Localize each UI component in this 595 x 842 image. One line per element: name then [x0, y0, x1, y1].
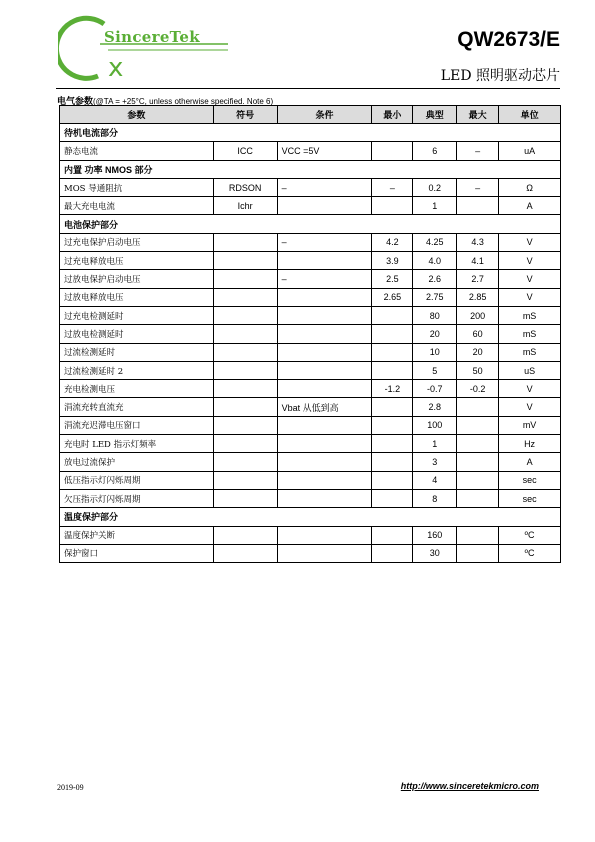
cell-max: [457, 471, 499, 489]
cell-symbol: [213, 526, 277, 544]
cell-symbol: [213, 288, 277, 306]
cell-symbol: [213, 325, 277, 343]
cell-condition: –: [277, 270, 372, 288]
cell-param: 低压指示灯闪烁周期: [60, 471, 214, 489]
cell-typ: 1: [413, 197, 457, 215]
cell-condition: [277, 453, 372, 471]
cell-condition: [277, 526, 372, 544]
cell-param: 温度保护关断: [60, 526, 214, 544]
cell-param: 过放电检测延时: [60, 325, 214, 343]
table-row: [60, 197, 561, 215]
cell-unit: V: [499, 380, 561, 398]
cell-symbol: RDSON: [213, 178, 277, 196]
cell-unit: ºC: [499, 526, 561, 544]
cell-min: [372, 343, 413, 361]
cell-condition: [277, 544, 372, 562]
cell-typ: 80: [413, 306, 457, 324]
section-title: 待机电流部分: [60, 124, 561, 142]
cell-typ: 4.25: [413, 233, 457, 251]
section-title: 内置 功率 NMOS 部分: [60, 160, 561, 178]
cell-max: 4.1: [457, 252, 499, 270]
cell-typ: 100: [413, 416, 457, 434]
cell-typ: 5: [413, 361, 457, 379]
section-row: [60, 215, 561, 233]
cell-max: 4.3: [457, 233, 499, 251]
cell-condition: VCC =5V: [277, 142, 372, 160]
cell-typ: 160: [413, 526, 457, 544]
cell-condition: –: [277, 233, 372, 251]
cell-min: [372, 526, 413, 544]
table-row: [60, 489, 561, 507]
cell-typ: 8: [413, 489, 457, 507]
cell-typ: 30: [413, 544, 457, 562]
cell-min: -1.2: [372, 380, 413, 398]
cell-min: [372, 435, 413, 453]
cell-unit: Hz: [499, 435, 561, 453]
cell-condition: [277, 471, 372, 489]
cell-param: 过放电释放电压: [60, 288, 214, 306]
header-param: 参数: [60, 106, 214, 124]
cell-max: -0.2: [457, 380, 499, 398]
cell-param: 过充电保护启动电压: [60, 233, 214, 251]
cell-unit: ºC: [499, 544, 561, 562]
cell-unit: A: [499, 197, 561, 215]
cell-symbol: [213, 380, 277, 398]
cell-typ: -0.7: [413, 380, 457, 398]
cell-min: [372, 361, 413, 379]
cell-param: 最大充电电流: [60, 197, 214, 215]
caption-label: 电气参数: [57, 96, 94, 106]
cell-min: [372, 453, 413, 471]
cell-typ: 4.0: [413, 252, 457, 270]
cell-condition: [277, 343, 372, 361]
cell-min: [372, 197, 413, 215]
cell-condition: [277, 361, 372, 379]
cell-unit: V: [499, 270, 561, 288]
cell-min: [372, 471, 413, 489]
cell-min: [372, 325, 413, 343]
table-row: [60, 325, 561, 343]
cell-param: 静态电流: [60, 142, 214, 160]
footer-date: 2019-09: [57, 783, 84, 792]
cell-condition: [277, 416, 372, 434]
cell-typ: 0.2: [413, 178, 457, 196]
cell-min: 4.2: [372, 233, 413, 251]
cell-typ: 6: [413, 142, 457, 160]
table-row: [60, 306, 561, 324]
cell-param: 放电过流保护: [60, 453, 214, 471]
cell-symbol: [213, 453, 277, 471]
cell-unit: A: [499, 453, 561, 471]
caption-condition: (@TA = +25°C, unless otherwise specified. Note 6): [93, 97, 274, 106]
cell-unit: V: [499, 233, 561, 251]
cell-condition: Vbat 从低到高: [277, 398, 372, 416]
cell-unit: mS: [499, 343, 561, 361]
header-unit: 单位: [499, 106, 561, 124]
cell-min: [372, 142, 413, 160]
cell-param: 过充电释放电压: [60, 252, 214, 270]
header-condition: 条件: [277, 106, 372, 124]
cell-min: [372, 544, 413, 562]
table-row: [60, 252, 561, 270]
footer-website-link[interactable]: http://www.sinceretekmicro.com: [400, 781, 539, 791]
cell-min: –: [372, 178, 413, 196]
cell-symbol: [213, 398, 277, 416]
cell-symbol: [213, 416, 277, 434]
company-logo: [58, 14, 228, 86]
cell-unit: V: [499, 398, 561, 416]
header-rule: [56, 88, 560, 89]
table-row: [60, 526, 561, 544]
table-row: [60, 453, 561, 471]
cell-max: [457, 435, 499, 453]
section-row: [60, 160, 561, 178]
cell-unit: V: [499, 252, 561, 270]
cell-unit: sec: [499, 489, 561, 507]
cell-symbol: [213, 306, 277, 324]
cell-unit: uS: [499, 361, 561, 379]
cell-typ: 10: [413, 343, 457, 361]
cell-param: 充电时 LED 指示灯频率: [60, 435, 214, 453]
table-row: [60, 233, 561, 251]
cell-max: 2.7: [457, 270, 499, 288]
cell-param: 涓流充转直流充: [60, 398, 214, 416]
svg-text:x: x: [108, 53, 124, 83]
cell-param: 过放电保护启动电压: [60, 270, 214, 288]
table-row: [60, 380, 561, 398]
cell-typ: 2.8: [413, 398, 457, 416]
cell-condition: [277, 380, 372, 398]
table-row: [60, 471, 561, 489]
cell-typ: 1: [413, 435, 457, 453]
electrical-spec-table: [59, 105, 561, 563]
cell-symbol: [213, 233, 277, 251]
cell-min: [372, 398, 413, 416]
cell-unit: mS: [499, 325, 561, 343]
cell-max: 60: [457, 325, 499, 343]
cell-unit: Ω: [499, 178, 561, 196]
section-row: [60, 124, 561, 142]
logo-mark-icon: [58, 14, 228, 86]
cell-condition: –: [277, 178, 372, 196]
cell-typ: 4: [413, 471, 457, 489]
cell-param: 过流检测延时: [60, 343, 214, 361]
section-title: 温度保护部分: [60, 508, 561, 526]
table-row: [60, 270, 561, 288]
cell-symbol: [213, 544, 277, 562]
cell-symbol: [213, 343, 277, 361]
cell-max: –: [457, 142, 499, 160]
cell-condition: [277, 435, 372, 453]
table-row: [60, 142, 561, 160]
page-subtitle: LED 照明驱动芯片: [440, 68, 560, 84]
cell-max: 2.85: [457, 288, 499, 306]
header-max: 最大: [457, 106, 499, 124]
cell-max: 50: [457, 361, 499, 379]
section-row: [60, 508, 561, 526]
cell-condition: [277, 306, 372, 324]
cell-max: –: [457, 178, 499, 196]
table-row: [60, 544, 561, 562]
cell-symbol: [213, 270, 277, 288]
section-title: 电池保护部分: [60, 215, 561, 233]
cell-unit: mV: [499, 416, 561, 434]
cell-unit: mS: [499, 306, 561, 324]
cell-param: 保护窗口: [60, 544, 214, 562]
cell-max: [457, 544, 499, 562]
header-min: 最小: [372, 106, 413, 124]
cell-symbol: [213, 252, 277, 270]
table-row: [60, 343, 561, 361]
cell-max: [457, 489, 499, 507]
cell-symbol: [213, 471, 277, 489]
header-symbol: 符号: [213, 106, 277, 124]
cell-condition: [277, 288, 372, 306]
cell-condition: [277, 489, 372, 507]
table-row: [60, 361, 561, 379]
cell-max: 200: [457, 306, 499, 324]
table-row: [60, 178, 561, 196]
cell-symbol: [213, 361, 277, 379]
cell-min: [372, 306, 413, 324]
cell-param: 欠压指示灯闪烁周期: [60, 489, 214, 507]
cell-param: 充电检测电压: [60, 380, 214, 398]
cell-typ: 20: [413, 325, 457, 343]
cell-max: [457, 197, 499, 215]
cell-condition: [277, 197, 372, 215]
table-body: [60, 124, 561, 563]
cell-param: MOS 导通阻抗: [60, 178, 214, 196]
page-title: QW2673/E: [457, 28, 560, 51]
cell-symbol: [213, 435, 277, 453]
cell-condition: [277, 252, 372, 270]
table-row: [60, 398, 561, 416]
cell-typ: 2.6: [413, 270, 457, 288]
cell-max: [457, 453, 499, 471]
cell-symbol: [213, 489, 277, 507]
logo-text: SincereTek: [104, 28, 200, 46]
cell-max: [457, 416, 499, 434]
cell-min: [372, 489, 413, 507]
cell-min: 3.9: [372, 252, 413, 270]
cell-typ: 2.75: [413, 288, 457, 306]
cell-max: [457, 526, 499, 544]
cell-unit: uA: [499, 142, 561, 160]
cell-unit: sec: [499, 471, 561, 489]
cell-unit: V: [499, 288, 561, 306]
cell-symbol: Ichr: [213, 197, 277, 215]
table-row: [60, 416, 561, 434]
header-typ: 典型: [413, 106, 457, 124]
cell-param: 涓流充迟滞电压窗口: [60, 416, 214, 434]
cell-min: [372, 416, 413, 434]
cell-param: 过充电检测延时: [60, 306, 214, 324]
cell-min: 2.65: [372, 288, 413, 306]
table-row: [60, 435, 561, 453]
cell-max: 20: [457, 343, 499, 361]
table-header-row: [60, 106, 561, 124]
cell-symbol: ICC: [213, 142, 277, 160]
cell-condition: [277, 325, 372, 343]
cell-typ: 3: [413, 453, 457, 471]
cell-min: 2.5: [372, 270, 413, 288]
table-row: [60, 288, 561, 306]
cell-param: 过流检测延时 2: [60, 361, 214, 379]
cell-max: [457, 398, 499, 416]
